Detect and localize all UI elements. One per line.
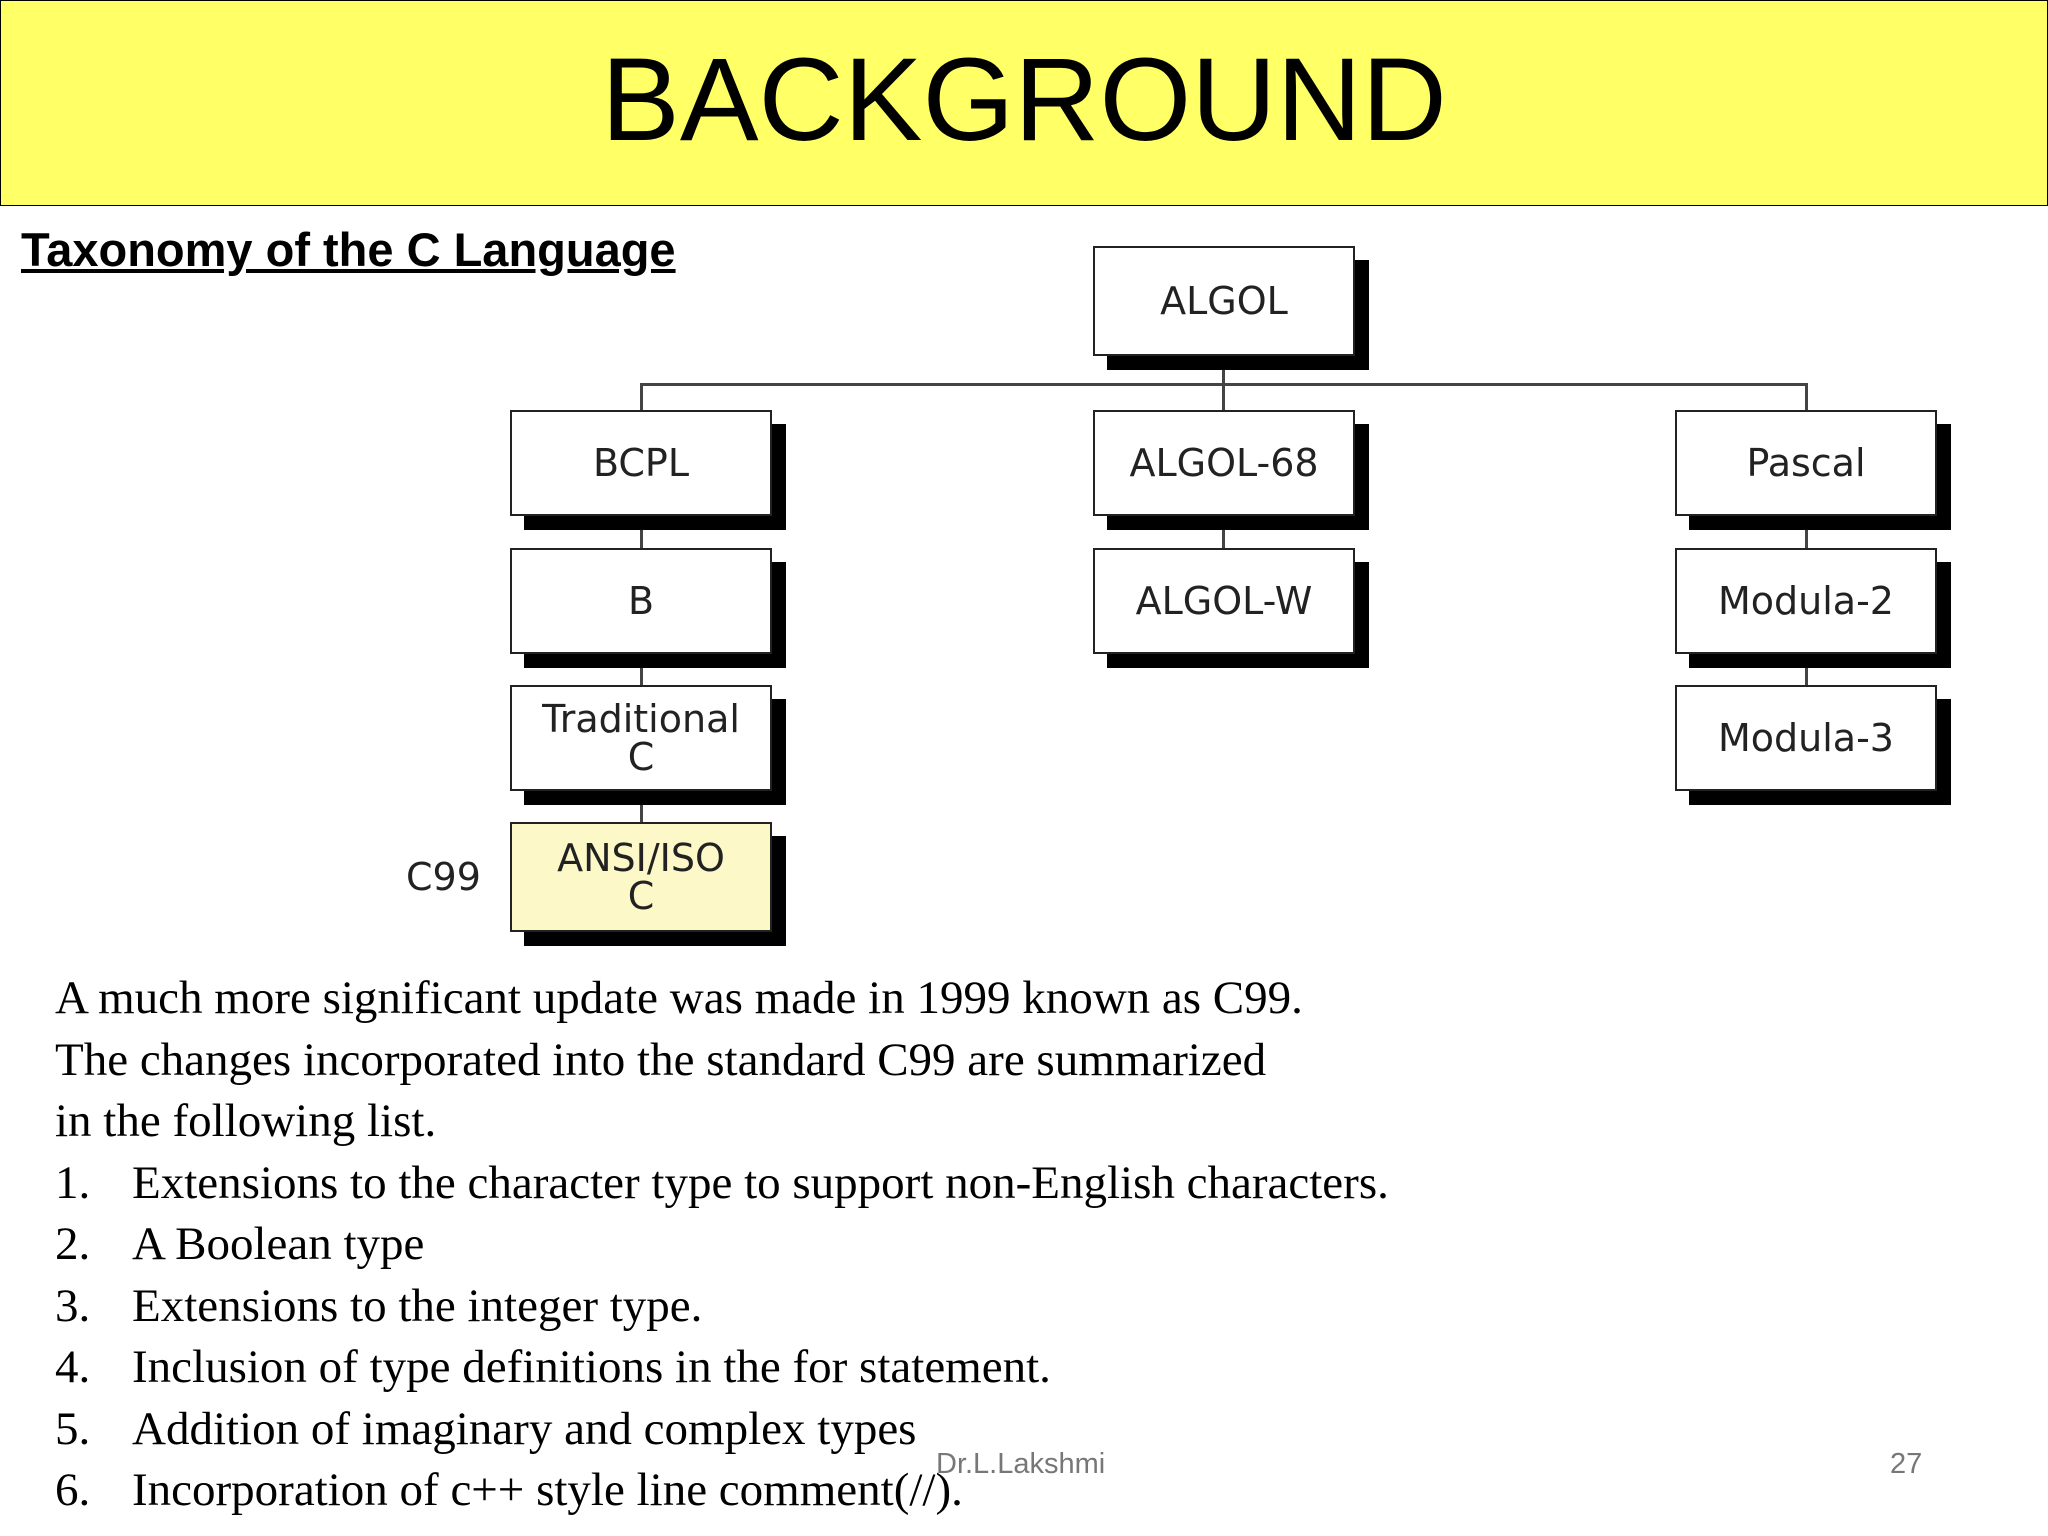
list-item: 1. Extensions to the character type to support non-English characters. — [55, 1156, 1389, 1209]
list-item: 5. Addition of imaginary and complex types — [55, 1402, 917, 1455]
c99-changes-list — [55, 1153, 1755, 1522]
connector-bcpl-b — [640, 515, 643, 550]
connector-algol68-algolw — [1222, 515, 1225, 550]
list-item: 6. Incorporation of c++ style line comment(//). — [55, 1464, 963, 1516]
node-pascal: Pascal — [1675, 410, 1937, 516]
node-ansi-iso-c: ANSI/ISO C — [510, 822, 772, 932]
c99-label: C99 — [406, 855, 481, 899]
list-item: 2. A Boolean type — [55, 1218, 425, 1270]
node-algol-68: ALGOL-68 — [1093, 410, 1355, 516]
connector-right-down — [1805, 383, 1808, 411]
footer-page-number: 27 — [1890, 1448, 1923, 1480]
node-bcpl: BCPL — [510, 410, 772, 516]
node-modula-3: Modula-3 — [1675, 685, 1937, 791]
footer-author: Dr.L.Lakshmi — [936, 1448, 1106, 1480]
paragraph-line: in the following list. — [55, 1095, 437, 1147]
connector-pascal-modula2 — [1805, 515, 1808, 550]
node-algol: ALGOL — [1093, 246, 1355, 356]
list-item: 4. Inclusion of type definitions in the for statement. — [55, 1341, 1051, 1393]
connector-b-traditional — [640, 653, 643, 686]
paragraph-line: A much more significant update was made in 1999 known as C99. — [55, 972, 1303, 1024]
slide-title: BACKGROUND — [601, 34, 1447, 166]
title-banner — [0, 0, 2048, 206]
node-traditional-c: Traditional C — [510, 685, 772, 791]
connector-left-down — [640, 383, 643, 411]
list-item: 3. Extensions to the integer type. — [55, 1279, 703, 1332]
paragraph-line: The changes incorporated into the standard C99 are summarized — [55, 1033, 1267, 1086]
connector-middle-down — [1222, 383, 1225, 411]
connector-modula2-modula3 — [1805, 653, 1808, 686]
node-modula-2: Modula-2 — [1675, 548, 1937, 654]
body-text — [55, 968, 1755, 1522]
connector-traditional-ansi — [640, 790, 643, 823]
node-b: B — [510, 548, 772, 654]
node-algol-w: ALGOL-W — [1093, 548, 1355, 654]
connector-root-down — [1222, 355, 1225, 385]
slide-subtitle: Taxonomy of the C Language — [21, 223, 676, 276]
